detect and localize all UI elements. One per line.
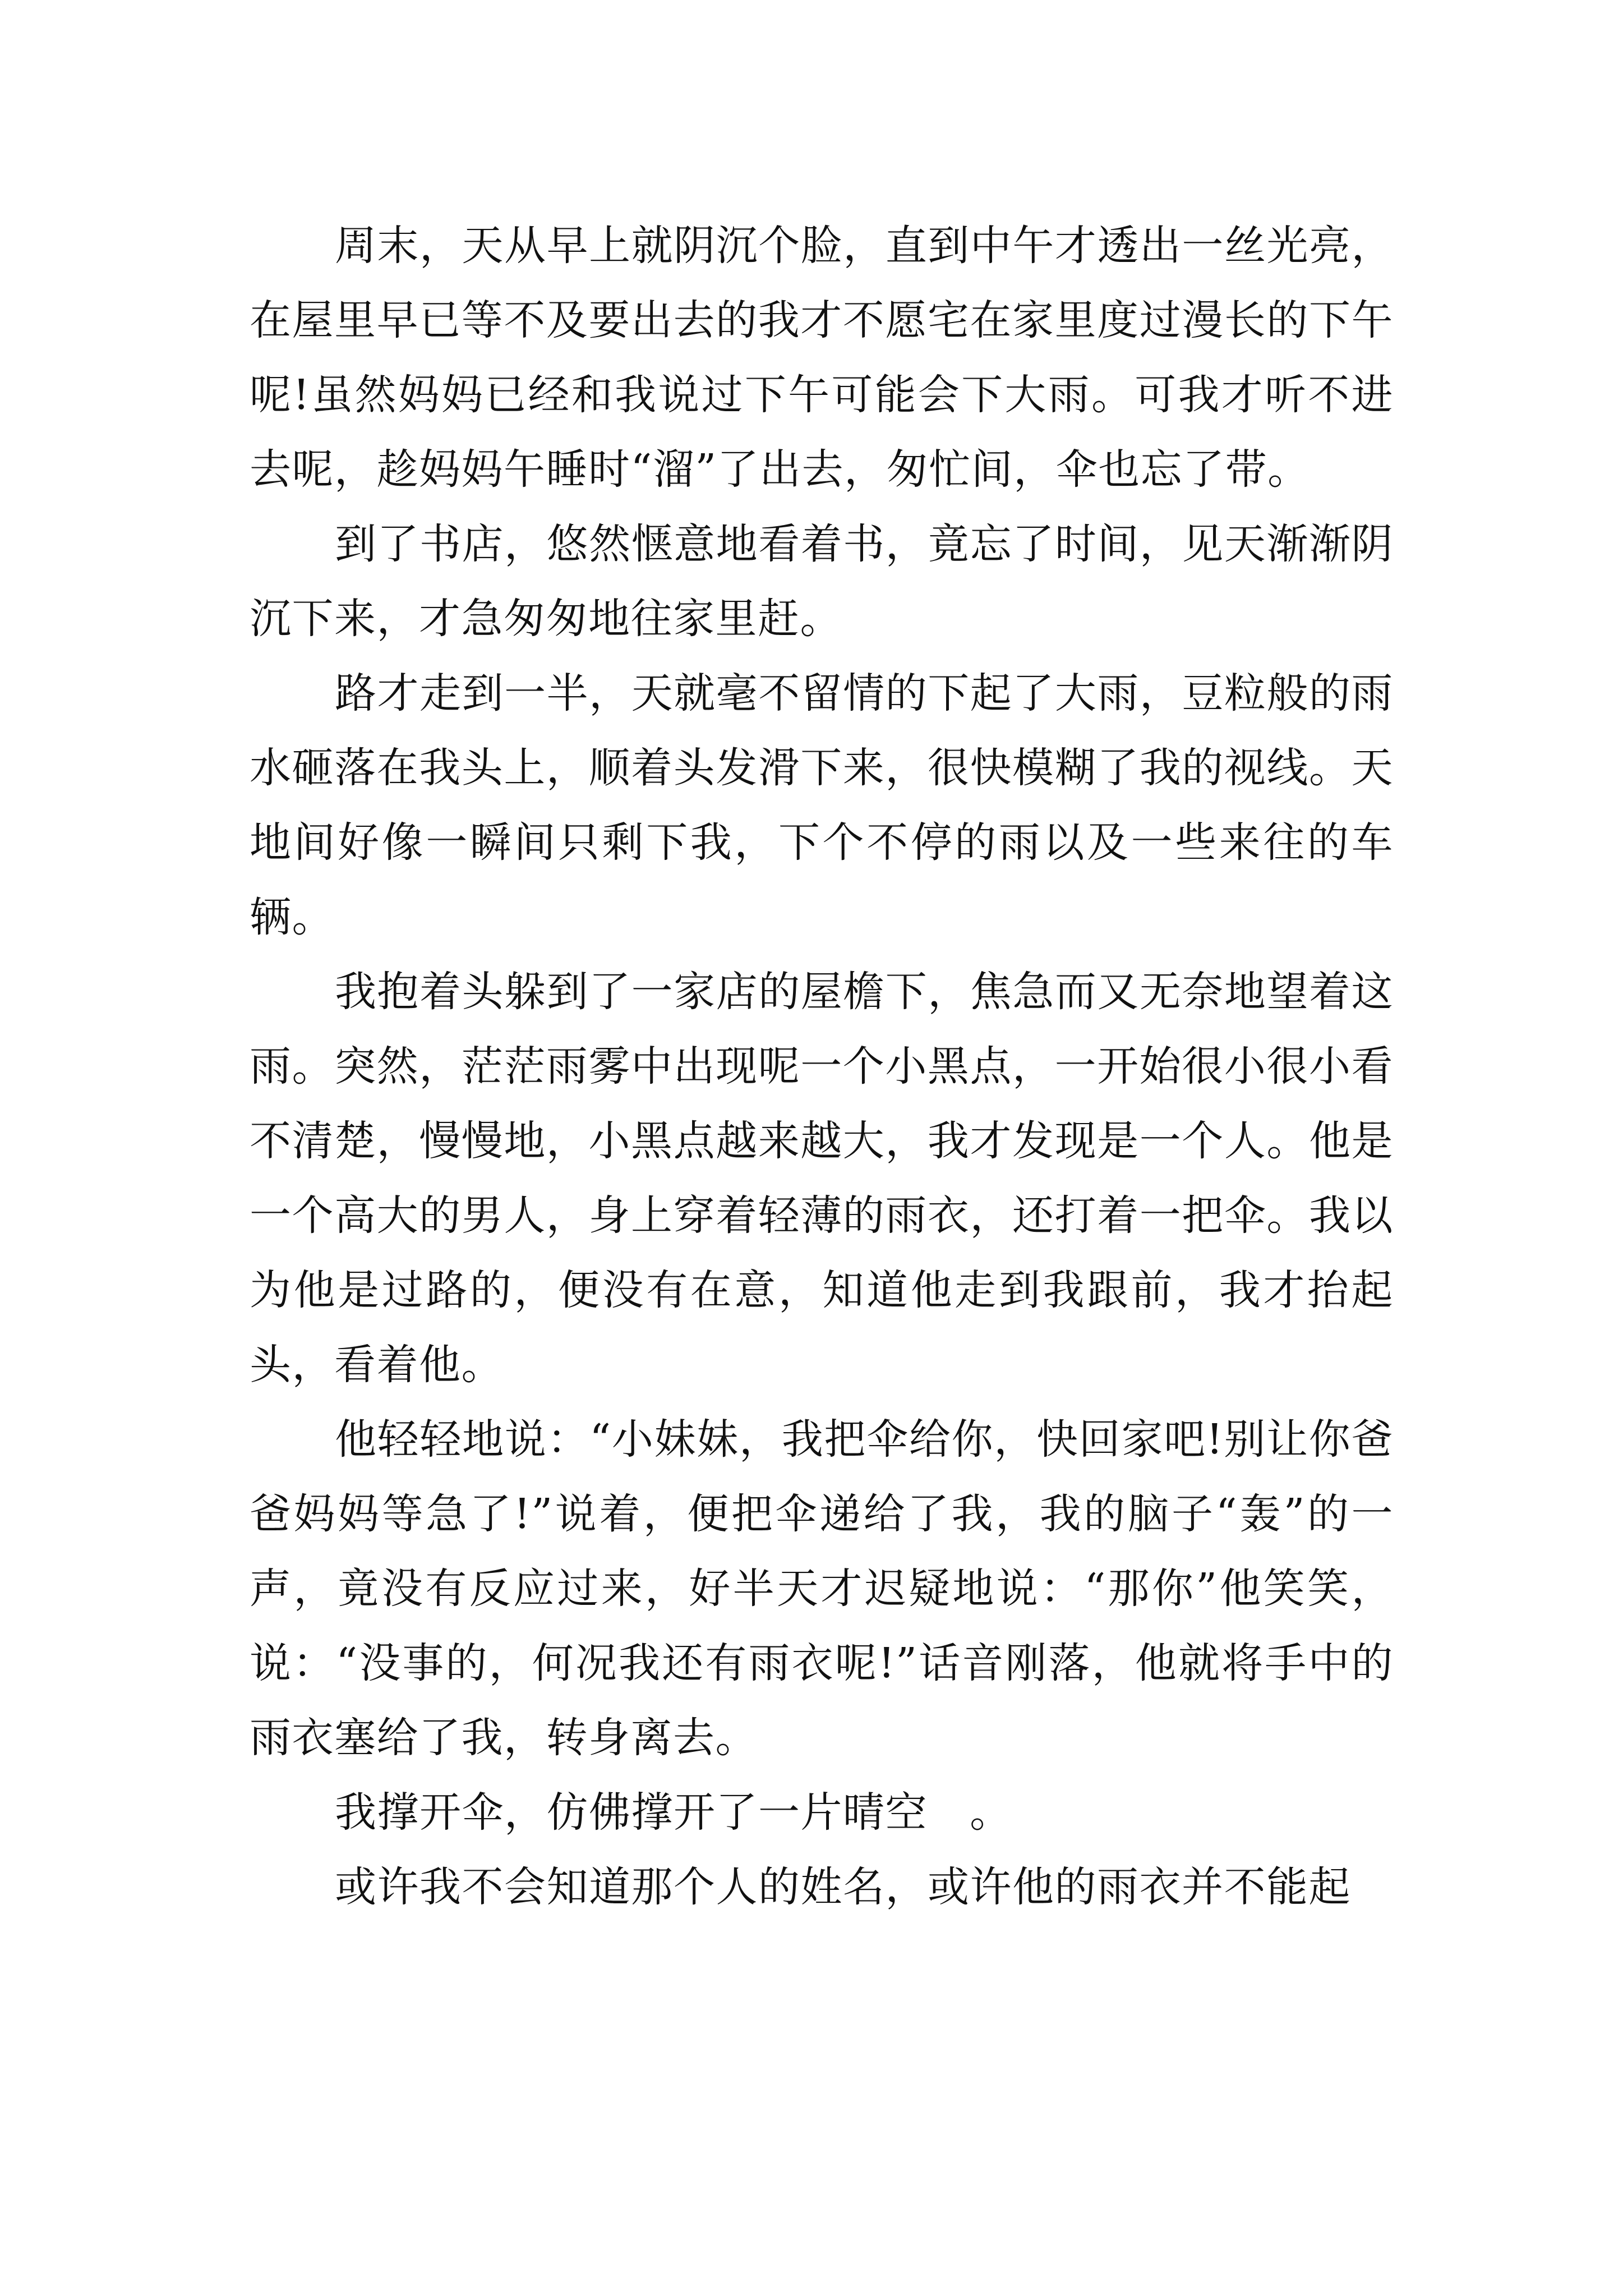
paragraph-3: 路才走到一半，天就毫不留情的下起了大雨，豆粒般的雨水砸落在我头上，顺着头发滑下来，很快模糊了我的视线。天地间好像一瞬间只剩下我，下个不停的雨以及一些来往的车辆。 (250, 669, 1394, 941)
paragraph-4: 我抱着头躲到了一家店的屋檐下，焦急而又无奈地望着这雨。突然，茫茫雨雾中出现呢一个小黑点，一开始很小很小看不清楚，慢慢地，小黑点越来越大，我才发现是一个人。他是一个高大的男人，身上穿着轻薄的雨衣，还打着一把伞。我以为他是过路的，便没有在意，知道他走到我跟前，我才抬起头，看着他。 (250, 968, 1394, 1389)
article-body (250, 209, 1394, 1925)
paragraph-7: 或许我不会知道那个人的姓名，或许他的雨衣并不能起 (335, 1863, 1351, 1911)
paragraph-2: 到了书店，悠然惬意地看着书，竟忘了时间，见天渐渐阴沉下来，才急匆匆地往家里赶。 (250, 520, 1394, 643)
paragraph-1: 周末，天从早上就阴沉个脸，直到中午才透出一丝光亮，在屋里早已等不及要出去的我才不愿宅在家里度过漫长的下午呢!虽然妈妈已经和我说过下午可能会下大雨。可我才听不进去呢，趁妈妈午睡时“溜”了出去，匆忙间，伞也忘了带。 (250, 222, 1394, 494)
paragraph-6: 我撑开伞，仿佛撑开了一片晴空 。 (335, 1788, 1012, 1837)
paragraph-5: 他轻轻地说：“小妹妹，我把伞给你，快回家吧!别让你爸爸妈妈等急了!”说着，便把伞递给了我，我的脑子“轰”的一声，竟没有反应过来，好半天才迟疑地说：“那你”他笑笑，说：“没事的，何况我还有雨衣呢!”话音刚落，他就将手中的雨衣塞给了我，转身离去。 (250, 1415, 1394, 1762)
